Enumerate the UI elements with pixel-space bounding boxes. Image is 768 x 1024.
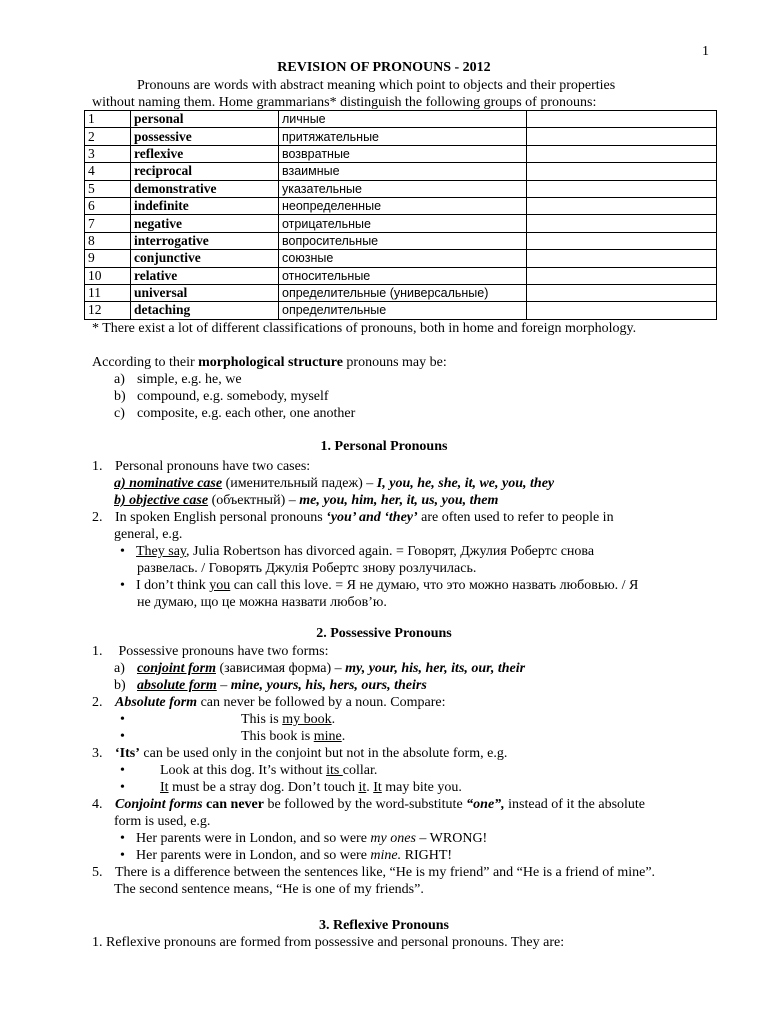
section-heading: 1. Personal Pronouns	[320, 439, 448, 454]
page-number: 1	[702, 44, 709, 59]
footnote: * There exist a lot of different classifications of pronouns, both in home and foreign morphology.	[92, 321, 637, 336]
table-row	[85, 163, 717, 180]
list-item-continuation: The second sentence means, “He is one of my friends”.	[114, 882, 424, 897]
empty-cell	[527, 163, 717, 180]
list-item: 2. Absolute form can never be followed by a noun. Compare:	[92, 695, 446, 710]
group-number: 3	[85, 145, 131, 162]
empty-cell	[527, 267, 717, 284]
its-example-bullet: • It must be a stray dog. Don’t touch it. It may bite you.	[0, 779, 768, 796]
example-continuation: развелась. / Говорять Джулія Робертс знову розлучилась.	[137, 561, 477, 576]
morph-item: c) composite, e.g. each other, one another	[114, 406, 356, 421]
group-number: 4	[85, 163, 131, 180]
group-number: 1	[85, 111, 131, 128]
group-name-en: reciprocal	[131, 163, 279, 180]
conjoint-form-line: a) conjoint form (зависимая форма) – my, your, his, her, its, our, their	[114, 661, 526, 676]
table-row	[85, 145, 717, 162]
list-item-continuation: form is used, e.g.	[114, 814, 211, 829]
table-row	[85, 128, 717, 145]
group-name-en: conjunctive	[131, 250, 279, 267]
footnote-block	[0, 320, 768, 337]
empty-cell	[527, 302, 717, 319]
list-item: 1. Possessive pronouns have two forms:	[92, 644, 329, 659]
group-number: 2	[85, 128, 131, 145]
empty-cell	[527, 128, 717, 145]
empty-cell	[527, 250, 717, 267]
group-name-ru: неопределенные	[279, 197, 527, 214]
its-example-bullet: • Look at this dog. It’s without its collar.	[0, 762, 768, 779]
bullet-icon: •	[120, 544, 125, 559]
table-row	[85, 215, 717, 232]
section-reflexive-pronouns	[0, 917, 768, 951]
group-number: 11	[85, 284, 131, 301]
group-name-en: demonstrative	[131, 180, 279, 197]
group-name-ru: вопросительные	[279, 232, 527, 249]
bullet-icon: •	[120, 763, 125, 778]
group-name-ru: определительные (универсальные)	[279, 284, 527, 301]
page-title: REVISION OF PRONOUNS - 2012	[277, 60, 491, 75]
group-name-en: universal	[131, 284, 279, 301]
group-name-en: personal	[131, 111, 279, 128]
list-item: 1. Personal pronouns have two cases:	[92, 459, 311, 474]
example-bullet: • I don’t think you can call this love. = Я не думаю, что это можно назвать любовью. / Я	[0, 577, 768, 594]
group-number: 5	[85, 180, 131, 197]
example-continuation: не думаю, що це можна назвати любов’ю.	[137, 595, 387, 610]
nominative-case-line: a) nominative case (именительный падеж) – I, you, he, she, it, we, you, they	[114, 476, 555, 491]
morph-structure-block	[0, 354, 768, 422]
empty-cell	[527, 111, 717, 128]
table-row	[85, 232, 717, 249]
list-item: 3. ‘Its’ can be used only in the conjoint but not in the absolute form, e.g.	[92, 746, 508, 761]
objective-case-line: b) objective case (объектный) – me, you, him, her, it, us, you, them	[114, 493, 499, 508]
list-item: 5. There is a difference between the sentences like, “He is my friend” and “He is a friend of mine”.	[92, 865, 656, 880]
empty-cell	[527, 232, 717, 249]
group-name-en: indefinite	[131, 197, 279, 214]
table-row	[85, 267, 717, 284]
table-row	[85, 111, 717, 128]
group-name-ru: притяжательные	[279, 128, 527, 145]
group-name-ru: союзные	[279, 250, 527, 267]
table-row	[85, 250, 717, 267]
list-item: 1. Reflexive pronouns are formed from possessive and personal pronouns. They are:	[92, 935, 565, 950]
group-name-ru: возвратные	[279, 145, 527, 162]
compare-bullet: • This is my book.	[0, 711, 768, 728]
bullet-icon: •	[120, 712, 125, 727]
group-name-en: negative	[131, 215, 279, 232]
intro-paragraph	[92, 77, 712, 111]
empty-cell	[527, 284, 717, 301]
pronoun-groups-table	[84, 110, 717, 320]
group-name-ru: определительные	[279, 302, 527, 319]
empty-cell	[527, 197, 717, 214]
empty-cell	[527, 145, 717, 162]
group-number: 9	[85, 250, 131, 267]
bullet-icon: •	[120, 780, 125, 795]
group-number: 8	[85, 232, 131, 249]
bullet-icon: •	[120, 729, 125, 744]
morph-item: b) compound, e.g. somebody, myself	[114, 389, 329, 404]
table-row	[85, 284, 717, 301]
table-row	[85, 180, 717, 197]
group-name-ru: личные	[279, 111, 527, 128]
group-name-en: reflexive	[131, 145, 279, 162]
morph-intro: According to their morphological structure pronouns may be:	[92, 355, 447, 370]
group-name-en: relative	[131, 267, 279, 284]
compare-bullet: • This book is mine.	[0, 728, 768, 745]
section-heading: 3. Reflexive Pronouns	[318, 918, 449, 933]
section-heading: 2. Possessive Pronouns	[316, 626, 452, 641]
list-item: 2. In spoken English personal pronouns ‘you’ and ‘they’ are often used to refer to people in	[92, 510, 614, 525]
group-name-ru: относительные	[279, 267, 527, 284]
group-name-ru: отрицательные	[279, 215, 527, 232]
bullet-icon: •	[120, 848, 125, 863]
bullet-icon: •	[120, 578, 125, 593]
intro-line-1: Pronouns are words with abstract meaning which point to objects and their properties	[137, 78, 616, 93]
group-number: 7	[85, 215, 131, 232]
group-name-ru: взаимные	[279, 163, 527, 180]
empty-cell	[527, 180, 717, 197]
table-row	[85, 302, 717, 319]
group-number: 10	[85, 267, 131, 284]
group-name-ru: указательные	[279, 180, 527, 197]
group-name-en: possessive	[131, 128, 279, 145]
intro-line-2: without naming them. Home grammarians* distinguish the following groups of pronouns:	[92, 95, 597, 110]
group-name-en: interrogative	[131, 232, 279, 249]
section-possessive-pronouns	[0, 625, 768, 898]
absolute-form-line: b) absolute form – mine, yours, his, hers, ours, theirs	[114, 678, 427, 693]
right-example-bullet: • Her parents were in London, and so were mine. RIGHT!	[0, 847, 768, 864]
section-personal-pronouns	[0, 438, 768, 611]
table-row	[85, 197, 717, 214]
empty-cell	[527, 215, 717, 232]
group-number: 6	[85, 197, 131, 214]
example-bullet: • They say, Julia Robertson has divorced again. = Говорят, Джулия Робертс снова	[0, 543, 768, 560]
list-item: 4. Conjoint forms can never be followed by the word-substitute “one”, instead of it the absolute	[92, 797, 646, 812]
group-name-en: detaching	[131, 302, 279, 319]
group-number: 12	[85, 302, 131, 319]
list-item-continuation: general, e.g.	[114, 527, 183, 542]
morph-item: a) simple, e.g. he, we	[114, 372, 242, 387]
bullet-icon: •	[120, 831, 125, 846]
wrong-example-bullet: • Her parents were in London, and so were my ones – WRONG!	[0, 830, 768, 847]
